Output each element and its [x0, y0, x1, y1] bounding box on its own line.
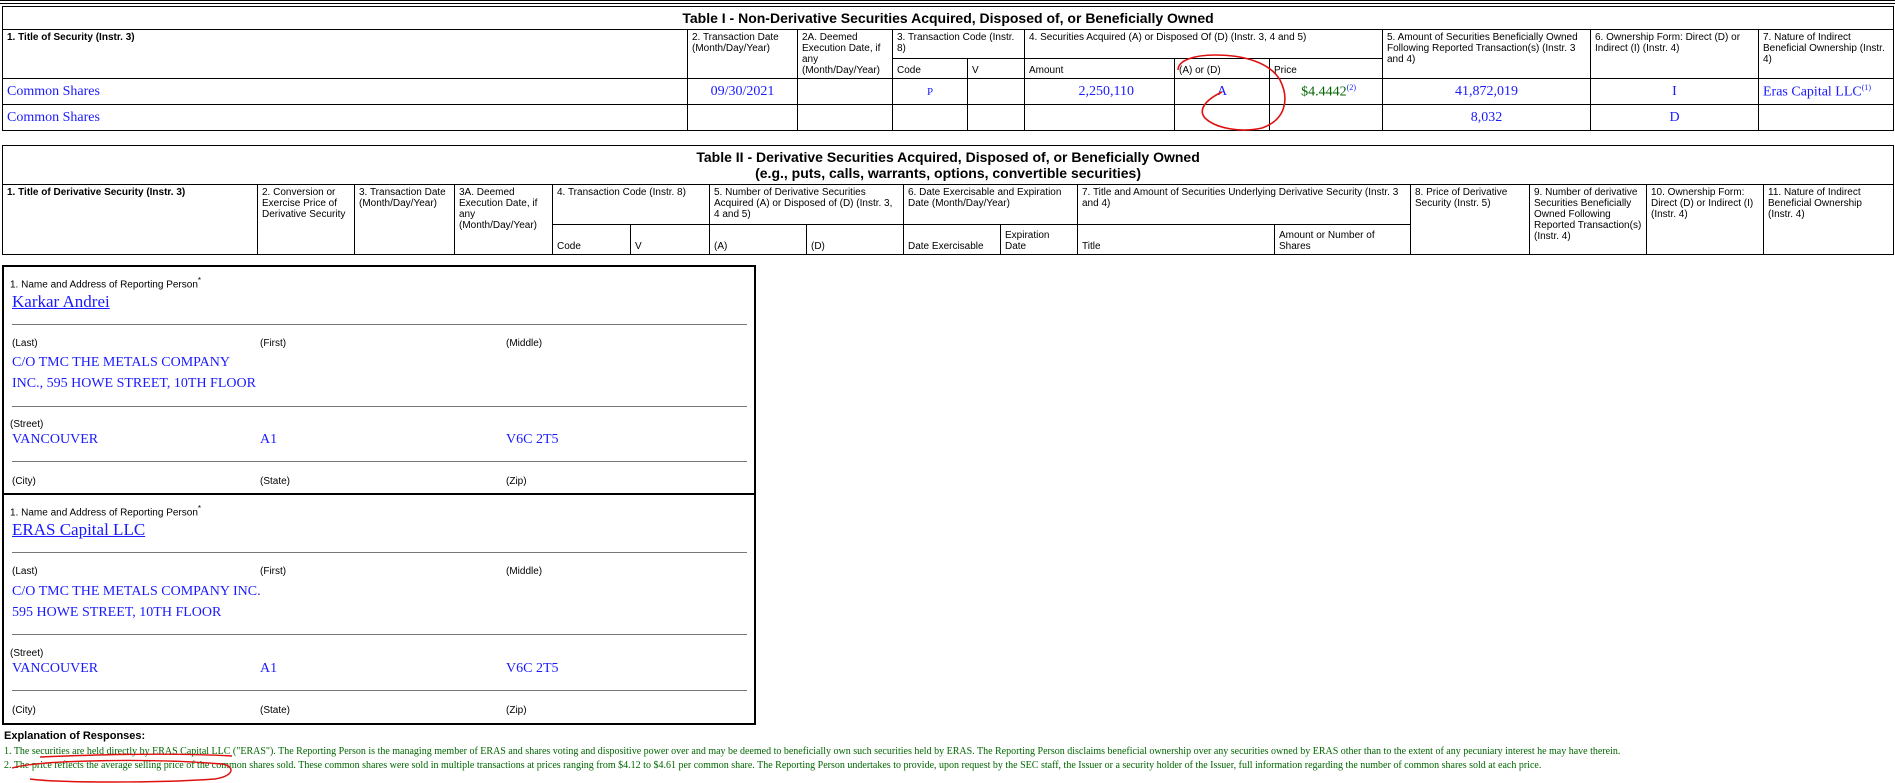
t1-r1-title: Common Shares: [3, 79, 688, 105]
t2-subcol-v: V: [631, 225, 710, 255]
top-border: [0, 0, 1895, 4]
rp1-star: *: [197, 276, 202, 285]
t2-subcol-d: (D): [807, 225, 904, 255]
rp2-middle-label: (Middle): [506, 566, 543, 577]
reporting-person-2: [2, 493, 756, 725]
t1-col-deemed-header: 2A. Deemed Execution Date, if any (Month/Day/Year): [798, 30, 893, 79]
rp1-heading: [10, 276, 201, 290]
divider: [12, 406, 747, 407]
t1-r1-v: [968, 79, 1025, 105]
rp2-name-link[interactable]: ERAS Capital LLC: [12, 520, 146, 539]
t1-col-date-header: 2. Transaction Date (Month/Day/Year): [688, 30, 798, 79]
rp1-first-label: (First): [260, 338, 287, 349]
t2-col-number-header: 5. Number of Derivative Securities Acquired (A) or Disposed of (D) (Instr. 3, 4 and 5): [710, 185, 904, 225]
t1-subcol-amount: Amount: [1025, 59, 1175, 79]
reporting-person-1: [2, 265, 756, 495]
t1-col-securities-header: 4. Securities Acquired (A) or Disposed Of (D) (Instr. 3, 4 and 5): [1025, 30, 1383, 59]
t1-col-form-header: 6. Ownership Form: Direct (D) or Indirect (I) (Instr. 4): [1591, 30, 1759, 79]
t1-r1-form: I: [1591, 79, 1759, 105]
t2-col-owned-header: 9. Number of derivative Securities Beneficially Owned Following Reported Transaction(s) (Instr. 4): [1530, 185, 1647, 255]
t1-r1-amount: 2,250,110: [1025, 79, 1175, 105]
t1-col-title-header: 1. Title of Security (Instr. 3): [3, 30, 688, 79]
t1-r1-code: P: [893, 79, 968, 105]
rp2-street2: 595 HOWE STREET, 10TH FLOOR: [12, 605, 222, 620]
table-1-container: [2, 6, 1893, 131]
t2-col-date-header: 3. Transaction Date (Month/Day/Year): [355, 185, 455, 255]
rp2-heading: [10, 504, 201, 518]
footnote-2: 2. The price reflects the average selling price of the common shares sold. These common shares were sold in multiple transactions at prices ranging from $4.12 to $4.61 per common share. The Reporting Person undertakes to provide, upon request by the SEC staff, the Issuer or a security holder of the Issuer, full information regarding the number of common shares sold at each price.: [4, 760, 1542, 771]
t2-col-exercisable-header: 6. Date Exercisable and Expiration Date (Month/Day/Year): [904, 185, 1078, 225]
rp1-zip: V6C 2T5: [506, 432, 559, 447]
rp2-first-label: (First): [260, 566, 287, 577]
table-2-container: [2, 145, 1893, 255]
t2-subcol-code: Code: [553, 225, 631, 255]
t1-r2-price: [1270, 105, 1383, 131]
t1-r2-amount: [1025, 105, 1175, 131]
rp2-zip-label: (Zip): [506, 705, 527, 716]
footnote-1: 1. The securities are held directly by ERAS Capital LLC ("ERAS"). The Reporting Person is the managing member of ERAS and shares voting and dispositive power over and may be deemed to beneficially own such securities held by ERAS. The Reporting Person disclaims beneficial ownership over any securities owned by ERAS other than to the extent of any pecuniary interest he may have therein.: [4, 746, 1621, 757]
t2-subcol-title: Title: [1078, 225, 1275, 255]
rp1-last-label: (Last): [12, 338, 38, 349]
t2-col-price-header: 8. Price of Derivative Security (Instr. 5): [1411, 185, 1530, 255]
t2-col-deemed-header: 3A. Deemed Execution Date, if any (Month/Day/Year): [455, 185, 553, 255]
t2-subcol-expiration: Expiration Date: [1001, 225, 1078, 255]
t1-col-nature-header: 7. Nature of Indirect Beneficial Ownership (Instr. 4): [1759, 30, 1894, 79]
t2-col-code-header: 4. Transaction Code (Instr. 8): [553, 185, 710, 225]
rp1-state-label: (State): [260, 476, 291, 487]
rp2-zip: V6C 2T5: [506, 661, 559, 676]
t1-subcol-code: Code: [893, 59, 968, 79]
explanation-section: [4, 730, 1884, 771]
t1-r2-date: [688, 105, 798, 131]
rp1-city: VANCOUVER: [12, 432, 99, 447]
rp1-name-link[interactable]: Karkar Andrei: [12, 292, 110, 311]
t2-col-conversion-header: 2. Conversion or Exercise Price of Derivative Security: [258, 185, 355, 255]
divider: [12, 552, 747, 553]
rp2-last-label: (Last): [12, 566, 38, 577]
t1-r2-title: Common Shares: [3, 105, 688, 131]
rp1-street1: C/O TMC THE METALS COMPANY: [12, 355, 230, 370]
rp1-middle-label: (Middle): [506, 338, 543, 349]
table-row: [3, 105, 1894, 131]
t1-r2-deemed: [798, 105, 893, 131]
rp2-city-label: (City): [12, 705, 36, 716]
t1-r2-v: [968, 105, 1025, 131]
rp1-state: A1: [260, 432, 278, 447]
rp1-street2: INC., 595 HOWE STREET, 10TH FLOOR: [12, 376, 256, 391]
t2-col-nature-header: 11. Nature of Indirect Beneficial Ownership (Instr. 4): [1764, 185, 1894, 255]
t1-r2-form: D: [1591, 105, 1759, 131]
table-1-title: Table I - Non-Derivative Securities Acquired, Disposed of, or Beneficially Owned: [3, 7, 1894, 30]
t2-subcol-date-exercisable: Date Exercisable: [904, 225, 1001, 255]
t1-r1-nature: [1759, 79, 1894, 105]
t2-col-title-header: 1. Title of Derivative Security (Instr. 3): [3, 185, 258, 255]
table-2: [2, 145, 1894, 255]
footnote-ref: (1): [1861, 82, 1872, 92]
divider: [12, 461, 747, 462]
rp2-heading-text: 1. Name and Address of Reporting Person: [10, 507, 198, 519]
t2-subcol-amount: Amount or Number of Shares: [1275, 225, 1411, 255]
t1-r1-date: 09/30/2021: [688, 79, 798, 105]
table-1: [2, 6, 1894, 131]
t1-r1-aord: A: [1175, 79, 1270, 105]
rp2-state-label: (State): [260, 705, 291, 716]
divider: [12, 634, 747, 635]
t1-subcol-v: V: [968, 59, 1025, 79]
t1-r1-nature-value: Eras Capital LLC: [1763, 84, 1862, 100]
t1-r1-owned: 41,872,019: [1383, 79, 1591, 105]
t2-col-underlying-header: 7. Title and Amount of Securities Underlying Derivative Security (Instr. 3 and 4): [1078, 185, 1411, 225]
explanation-heading: Explanation of Responses:: [4, 730, 146, 742]
t1-subcol-aord: (A) or (D): [1175, 59, 1270, 79]
rp2-star: *: [197, 504, 202, 513]
t2-subcol-a: (A): [710, 225, 807, 255]
table-2-title-line1: Table II - Derivative Securities Acquired, Disposed of, or Beneficially Owned: [696, 149, 1200, 165]
table-row: [3, 79, 1894, 105]
divider: [12, 324, 747, 325]
t2-col-form-header: 10. Ownership Form: Direct (D) or Indirect (I) (Instr. 4): [1647, 185, 1764, 255]
t1-r2-aord: [1175, 105, 1270, 131]
t1-col-owned-header: 5. Amount of Securities Beneficially Owned Following Reported Transaction(s) (Instr. 3 and 4): [1383, 30, 1591, 79]
footnote-ref: (2): [1346, 82, 1356, 92]
rp1-street-label: (Street): [10, 419, 44, 430]
t1-subcol-price: Price: [1270, 59, 1383, 79]
t1-r2-nature: [1759, 105, 1894, 131]
rp2-street1: C/O TMC THE METALS COMPANY INC.: [12, 584, 261, 599]
table-2-title-line2: (e.g., puts, calls, warrants, options, convertible securities): [755, 165, 1141, 181]
divider: [12, 690, 747, 691]
t1-r1-price: [1270, 79, 1383, 105]
rp2-street-label: (Street): [10, 648, 44, 659]
t1-col-code-header: 3. Transaction Code (Instr. 8): [893, 30, 1025, 59]
t1-r1-price-value: $4.4442: [1301, 84, 1347, 100]
rp2-state: A1: [260, 661, 278, 676]
rp1-zip-label: (Zip): [506, 476, 527, 487]
t1-r1-deemed: [798, 79, 893, 105]
table-2-title: [3, 146, 1894, 185]
rp2-city: VANCOUVER: [12, 661, 99, 676]
rp1-heading-text: 1. Name and Address of Reporting Person: [10, 279, 198, 291]
t1-r2-owned: 8,032: [1383, 105, 1591, 131]
rp1-city-label: (City): [12, 476, 36, 487]
t1-r2-code: [893, 105, 968, 131]
